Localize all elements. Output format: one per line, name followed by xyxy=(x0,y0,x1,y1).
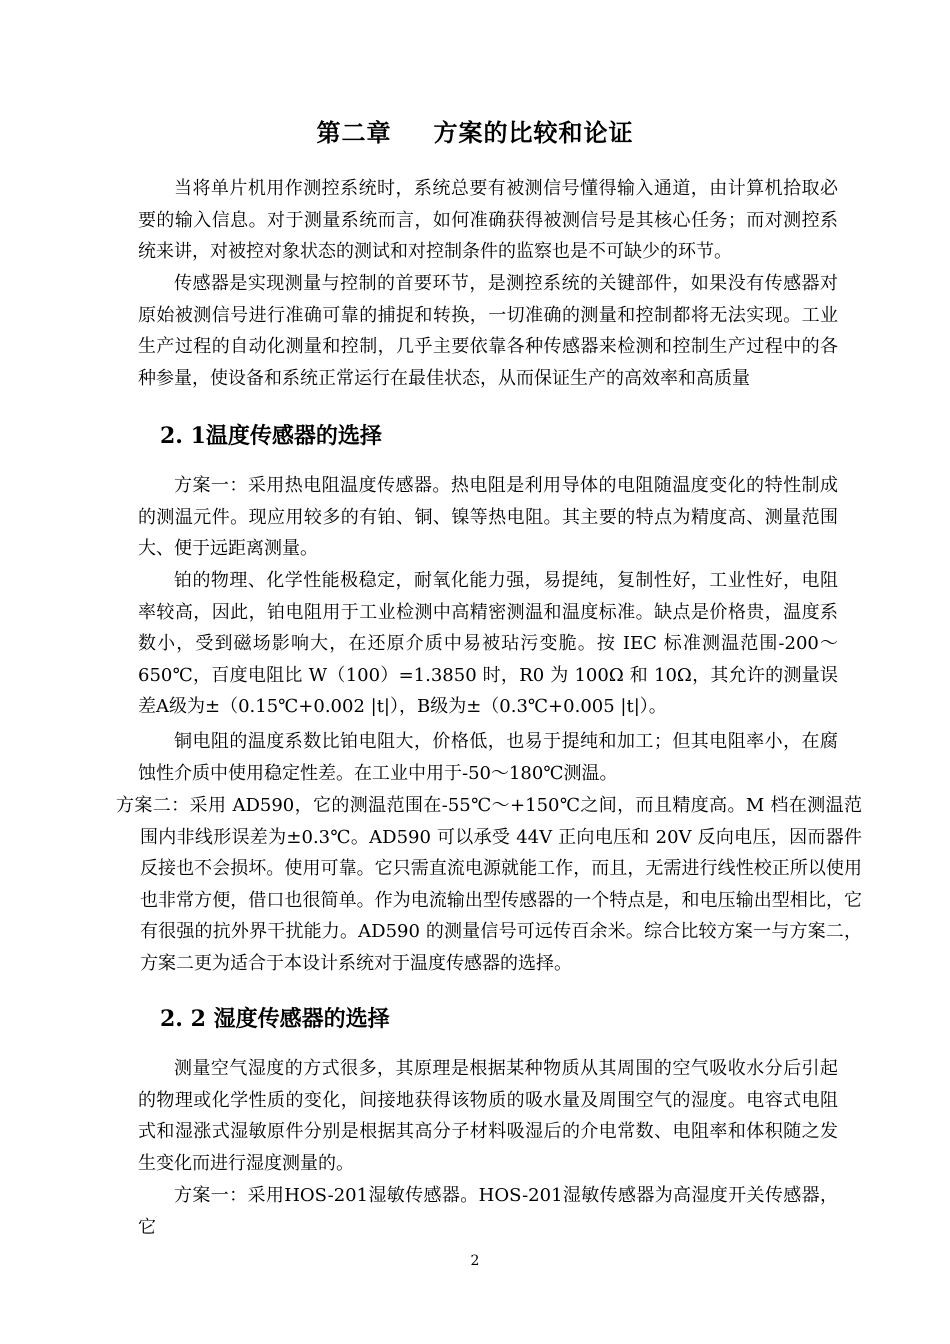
intro-paragraph-1: 当将单片机用作测控系统时，系统总要有被测信号懂得输入通道，由计算机拾取必要的输入信息。对于测量系统而言，如何准确获得被测信号是其核心任务；而对测控系统来讲，对被控对象状态的测试和对控制条件的监察也是不可缺少的环节。 xyxy=(138,178,838,262)
section-2-1-heading: 2. 1温度传感器的选择 xyxy=(160,423,382,449)
section-2-1-paragraph-1: 方案一：采用热电阻温度传感器。热电阻是利用导体的电阻随温度变化的特性制成的测温元件。现应用较多的有铂、铜、镍等热电阻。其主要的特点为精度高、测量范围大、便于远距离测量。 xyxy=(138,475,838,559)
page-number: 2 xyxy=(470,1253,480,1269)
section-2-1-paragraph-4: 方案二：采用 AD590，它的测温范围在-55℃～+150℃之间，而且精度高。M 档在测温范围内非线形误差为±0.3℃。AD590 可以承受 44V 正向电压和 20V 反向电压，因而器件反接也不会损坏。使用可靠。它只需直流电源就能工作，而且，无需进行线性校正所以使用也非常方便，借口也很简单。作为电流输出型传感器的一个特点是，和电压输出型相比，它有很强的抗外界干扰能力。AD590 的测量信号可远传百余米。综合比较方案一与方案二，方案二更为适合于本设计系统对于温度传感器的选择。 xyxy=(116,795,862,974)
section-2-1-paragraph-3: 铜电阻的温度系数比铂电阻大，价格低，也易于提纯和加工；但其电阻率小，在腐蚀性介质中使用稳定性差。在工业中用于-50～180℃测温。 xyxy=(138,731,838,784)
section-2-1-paragraph-2: 铂的物理、化学性能极稳定，耐氧化能力强，易提纯，复制性好，工业性好，电阻率较高，因此，铂电阻用于工业检测中高精密测温和温度标准。缺点是价格贵，温度系数小，受到磁场影响大，在还原介质中易被玷污变脆。按 IEC 标准测温范围-200～650℃，百度电阻比 W（100）=1.3850 时，R0 为 100Ω 和 10Ω，其允许的测量误差A级为±（0.15℃+0.002 |t|），B级为±（0.3℃+0.005 |t|）。 xyxy=(138,570,838,717)
chapter-title xyxy=(0,113,950,148)
chapter-number: 第二章 xyxy=(316,118,392,147)
section-2-2-heading: 2. 2 湿度传感器的选择 xyxy=(160,1006,390,1032)
section-2-2-paragraph-2: 方案一：采用HOS-201湿敏传感器。HOS-201湿敏传感器为高湿度开关传感器，它 xyxy=(138,1185,838,1238)
intro-paragraph-2: 传感器是实现测量与控制的首要环节，是测控系统的关键部件，如果没有传感器对原始被测信号进行准确可靠的捕捉和转换，一切准确的测量和控制都将无法实现。工业生产过程的自动化测量和控制，几乎主要依靠各种传感器来检测和控制生产过程中的各种参量，使设备和系统正常运行在最佳状态，从而保证生产的高效率和高质量 xyxy=(138,273,838,389)
section-2-2-paragraph-1: 测量空气湿度的方式很多，其原理是根据某种物质从其周围的空气吸收水分后引起的物理或化学性质的变化，间接地获得该物质的吸水量及周围空气的湿度。电容式电阻式和湿涨式湿敏原件分别是根据其高分子材料吸湿后的介电常数、电阻率和体积随之发生变化而进行湿度测量的。 xyxy=(138,1058,838,1174)
chapter-title-text: 方案的比较和论证 xyxy=(433,118,634,147)
